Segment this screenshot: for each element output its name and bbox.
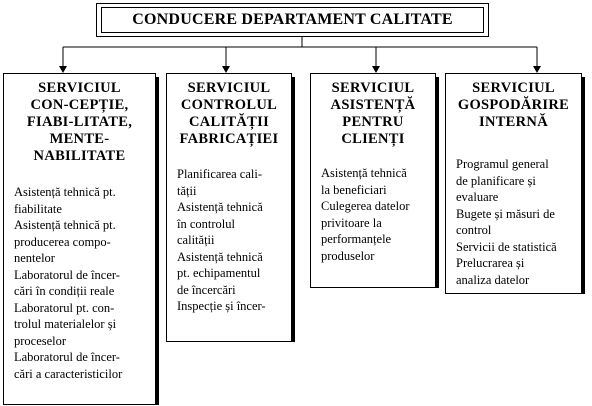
department-items	[456, 156, 581, 288]
list-item: evaluare	[456, 190, 499, 204]
list-item: tății	[177, 183, 197, 198]
list-item: privitoare la	[321, 215, 382, 230]
list-item: în controlul	[177, 216, 235, 231]
list-item: produselor	[321, 248, 375, 263]
list-item: Planificarea cali-	[177, 167, 263, 181]
box-shadow	[156, 77, 159, 405]
department-title: SERVICIUL CONTROLUL CALITĂȚII FABRICAȚIEI	[179, 80, 279, 147]
list-item: de încercări	[177, 282, 236, 297]
list-item: Servicii de statistică	[456, 239, 557, 254]
list-item: fiabilitate	[14, 201, 62, 216]
department-items	[177, 166, 291, 315]
list-item: performanțele	[321, 232, 392, 246]
list-item: Asistență tehnică	[177, 249, 263, 264]
list-item: Prelucrarea și	[456, 256, 525, 270]
list-item: proceselor	[14, 333, 67, 348]
arrow-head-3	[372, 66, 380, 73]
list-item: calității	[177, 233, 215, 247]
list-item: Bugete și măsuri de	[456, 206, 555, 221]
management-box	[96, 3, 489, 37]
list-item: Asistență tehnică	[321, 166, 407, 180]
department-items	[321, 165, 435, 264]
list-item: cări a caracteristicilor	[14, 366, 123, 381]
list-item: la beneficiari	[321, 182, 387, 197]
department-box-gospodarire	[445, 73, 582, 294]
list-item: Culegerea datelor	[321, 199, 410, 213]
department-title: SERVICIUL ASISTENȚĂ PENTRU CLIENȚI	[330, 80, 416, 147]
department-title: SERVICIUL CON-CEPȚIE, FIABI-LITATE, MENTE- NABILITATE	[26, 80, 133, 164]
list-item: de planificare și	[456, 173, 536, 188]
box-shadow	[436, 77, 439, 288]
box-shadow	[582, 77, 585, 294]
arrow-head-4	[533, 66, 541, 73]
department-title: SERVICIUL GOSPODĂRIRE INTERNĂ	[457, 80, 570, 130]
list-item: analiza datelor	[456, 272, 530, 287]
list-item: Programul general	[456, 157, 549, 171]
department-box-conceptie	[3, 73, 156, 405]
department-items	[14, 184, 155, 382]
department-box-asistenta	[310, 73, 436, 288]
arrow-head-1	[59, 66, 67, 73]
list-item: Asistență tehnică	[177, 200, 263, 214]
list-item: Laboratorul de încer-	[14, 350, 120, 364]
list-item: pt. echipamentul	[177, 266, 261, 280]
box-shadow	[292, 77, 295, 342]
list-item: nentelor	[14, 251, 55, 265]
arrow-head-2	[222, 66, 230, 73]
list-item: Laboratorul pt. con-	[14, 300, 115, 315]
list-item: Asistență tehnică pt.	[14, 185, 116, 199]
department-box-controlul	[166, 73, 292, 342]
list-item: Asistență tehnică pt.	[14, 218, 116, 232]
list-item: Inspecție și încer-	[177, 299, 266, 313]
list-item: trolul materialelor și	[14, 317, 117, 331]
list-item: control	[456, 223, 492, 237]
list-item: Laboratorul de încer-	[14, 267, 120, 282]
list-item: cări în condiții reale	[14, 284, 115, 298]
management-title: CONDUCERE DEPARTAMENT CALITATE	[101, 7, 484, 33]
list-item: producerea compo-	[14, 234, 111, 249]
